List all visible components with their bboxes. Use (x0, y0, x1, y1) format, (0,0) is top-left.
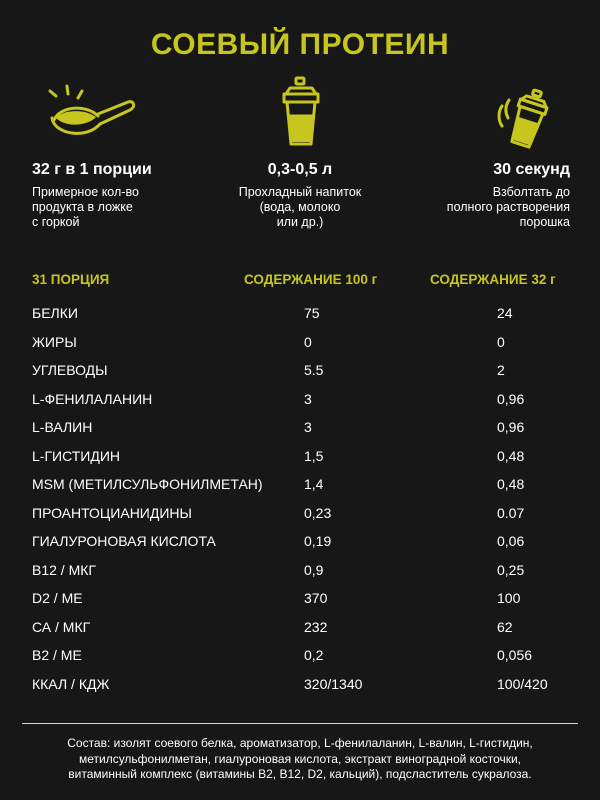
row-value-32g: 0,48 (497, 447, 525, 464)
row-value-100g: 0 (304, 333, 312, 350)
table-row (32, 585, 572, 614)
desc-line: Примерное кол-во (32, 185, 139, 199)
row-value-100g: 3 (304, 390, 312, 407)
desc-line: продукта в ложке (32, 200, 133, 214)
row-value-32g: 0,056 (497, 647, 533, 663)
feature-liquid-head: 0,3-0,5 л (267, 161, 333, 178)
row-label: ЖИРЫ (32, 333, 77, 350)
feature-time (390, 160, 570, 230)
row-value-100g: 0,19 (304, 533, 332, 549)
row-label: L-ФЕНИЛАЛАНИН (32, 390, 153, 407)
feature-time-desc (390, 185, 570, 230)
row-value-32g: 0 (497, 333, 505, 350)
row-value-32g: 0.07 (497, 504, 525, 521)
row-label: L-ГИСТИДИН (32, 447, 121, 464)
feature-liquid (200, 160, 400, 230)
shaking-shaker-icon (496, 88, 556, 150)
table-row (32, 471, 572, 500)
desc-line: порошка (519, 215, 570, 229)
table-row (32, 528, 572, 557)
row-label: D2 / МЕ (32, 590, 83, 606)
shaker-icon (280, 74, 322, 148)
table-row (32, 386, 572, 415)
composition-line: Состав: изолят соевого белка, ароматизатор, L-фенилаланин, L-валин, L-гистидин, (67, 736, 533, 750)
table-row (32, 642, 572, 671)
feature-time-head: 30 секунд (493, 161, 570, 178)
composition-line: витаминный комплекс (витамины B2, B12, D2, кальций), подсластитель сукралоза. (68, 767, 532, 781)
row-value-32g: 2 (497, 362, 505, 378)
table-row (32, 329, 572, 358)
table-row (32, 671, 572, 700)
desc-line: или др.) (276, 215, 324, 229)
nutrition-table (32, 300, 572, 699)
divider (22, 723, 578, 724)
row-value-100g: 75 (304, 305, 320, 321)
feature-serving-desc (32, 185, 222, 230)
table-row (32, 614, 572, 643)
row-label: L-ВАЛИН (32, 419, 93, 435)
row-value-32g: 62 (497, 618, 513, 635)
row-value-32g: 100/420 (497, 675, 548, 692)
feature-serving (32, 160, 222, 230)
row-label: УГЛЕВОДЫ (32, 362, 108, 378)
row-label: B12 / МКГ (32, 561, 96, 578)
row-value-100g: 232 (304, 618, 328, 635)
row-value-32g: 24 (497, 305, 513, 321)
desc-line: (вода, молоко (259, 200, 341, 214)
desc-line: Взболтать до (492, 185, 570, 199)
table-row (32, 300, 572, 329)
row-value-100g: 370 (304, 590, 328, 606)
scoop-icon (42, 82, 138, 148)
row-value-32g: 100 (497, 590, 521, 606)
row-value-32g: 0,96 (497, 390, 525, 407)
header-per-32g: СОДЕРЖАНИЕ 32 г (430, 272, 556, 287)
row-value-100g: 1,4 (304, 476, 324, 492)
row-label: БЕЛКИ (32, 305, 78, 321)
row-value-100g: 0,2 (304, 647, 324, 663)
row-label: ГИАЛУРОНОВАЯ КИСЛОТА (32, 533, 216, 549)
row-value-100g: 0,23 (304, 504, 332, 521)
nutrition-table-header (32, 272, 572, 292)
header-portion: 31 ПОРЦИЯ (32, 272, 110, 287)
row-value-100g: 320/1340 (304, 675, 363, 692)
table-row (32, 357, 572, 386)
row-value-32g: 0,96 (497, 419, 525, 435)
row-value-100g: 0,9 (304, 561, 324, 578)
composition-line: метилсульфонилметан, гиалуроновая кислота, экстракт виноградной косточки, (78, 751, 522, 766)
row-value-100g: 5.5 (304, 362, 324, 378)
desc-line: Прохладный напиток (238, 185, 362, 199)
row-value-100g: 1,5 (304, 447, 324, 464)
row-label: MSM (МЕТИЛСУЛЬФОНИЛМЕТАН) (32, 476, 263, 492)
table-row (32, 443, 572, 472)
feature-liquid-desc (200, 185, 400, 230)
row-value-32g: 0,06 (497, 533, 525, 549)
row-label: ПРОАНТОЦИАНИДИНЫ (32, 504, 192, 521)
table-row (32, 414, 572, 443)
table-row (32, 557, 572, 586)
composition-text (20, 736, 580, 783)
table-row (32, 500, 572, 529)
desc-line: с горкой (32, 215, 80, 229)
row-value-100g: 3 (304, 419, 312, 435)
row-label: B2 / МЕ (32, 647, 82, 663)
row-value-32g: 0,25 (497, 561, 525, 578)
row-value-32g: 0,48 (497, 476, 525, 492)
desc-line: полного растворения (446, 200, 570, 214)
product-title: СОЕВЫЙ ПРОТЕИН (150, 28, 450, 61)
row-label: СА / МКГ (32, 618, 91, 635)
header-per-100g: СОДЕРЖАНИЕ 100 г (244, 272, 378, 287)
feature-serving-head: 32 г в 1 порции (32, 161, 152, 178)
row-label: ККАЛ / КДЖ (32, 675, 110, 692)
